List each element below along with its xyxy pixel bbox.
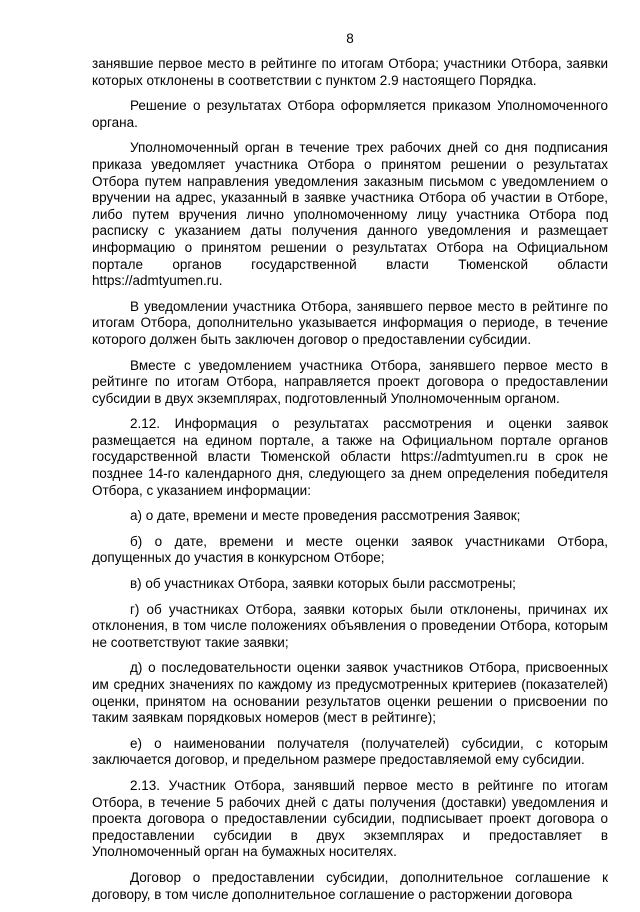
paragraph-draft-contract: Вместе с уведомлением участника Отбора, занявшего первое место в рейтинге по итогам Отбора, направляется проект договора о предоставлении субсидии в двух экземплярах, подготовленный Уполномоченным органом. <box>92 357 608 406</box>
paragraph-notification-period: В уведомлении участника Отбора, занявшего первое место в рейтинге по итогам Отбора, дополнительно указывается информация о периоде, в течение которого должен быть заключен договор о предоставлении субсидии. <box>92 298 608 347</box>
list-item-g: г) об участниках Отбора, заявки которых были отклонены, причинах их отклонения, в том числе положениях объявления о проведении Отбора, которым не соответствуют такие заявки; <box>92 601 608 650</box>
document-page <box>92 30 608 912</box>
list-item-e: е) о наименовании получателя (получателей) субсидии, с которым заключается договор, и предельном размере предоставляемой ему субсидии. <box>92 735 608 768</box>
paragraph-2-13: 2.13. Участник Отбора, занявший первое место в рейтинге по итогам Отбора, в течение 5 рабочих дней с даты получения (доставки) уведомления и проекта договора о предоставлении субсидии, подписывает проект договора о предоставлении субсидии в двух экземплярах и предоставляет в Уполномоченный орган на бумажных носителях. <box>92 777 608 860</box>
list-item-a: а) о дате, времени и месте проведения рассмотрения Заявок; <box>130 508 521 524</box>
list-item-d: д) о последовательности оценки заявок участников Отбора, присвоенных им средних значениях по каждому из предусмотренных критериев (показателей) оценки, принятом на основании результатов оценки решении о присвоении по таким заявкам порядковых номеров (мест в рейтинге); <box>92 660 608 726</box>
paragraph-decision-order: Решение о результатах Отбора оформляется приказом Уполномоченного органа. <box>92 98 608 130</box>
list-item-b: б) о дате, времени и месте оценки заявок участниками Отбора, допущенных до участия в конкурсном Отборе; <box>92 533 608 566</box>
page-number: 8 <box>346 31 354 46</box>
paragraph-notification: Уполномоченный орган в течение трех рабочих дней со дня подписания приказа уведомляет участника Отбора о принятом решении о результатах Отбора путем направления уведомления заказным письмом с уведомлением о вручении на адрес, указанный в заявке участника Отбора об участии в Отборе, либо путем вручения лично уполномоченному лицу участника Отбора под расписку с указанием даты получения данного уведомления и размещает информацию о принятом решении о результатах Отбора на Официальном портале органов государственной власти Тюменской области https://admtyumen.ru. <box>92 140 608 289</box>
paragraph-2-12: 2.12. Информация о результатах рассмотрения и оценки заявок размещается на едином портале, а также на Официальном портале органов государственной власти Тюменской области https://admtyumen.ru в срок не позднее 14-го календарного дня, следующего за днем определения победителя Отбора, с указанием информации: <box>92 416 608 498</box>
paragraph-continued: занявшие первое место в рейтинге по итогам Отбора; участники Отбора, заявки которых отклонены в соответствии с пунктом 2.9 настоящего Порядка. <box>92 56 608 88</box>
list-item-v: в) об участниках Отбора, заявки которых были рассмотрены; <box>130 576 516 592</box>
paragraph-contract-agreement: Договор о предоставлении субсидии, дополнительное соглашение к договору, в том числе дополнительное соглашение о расторжении договора <box>92 869 608 902</box>
